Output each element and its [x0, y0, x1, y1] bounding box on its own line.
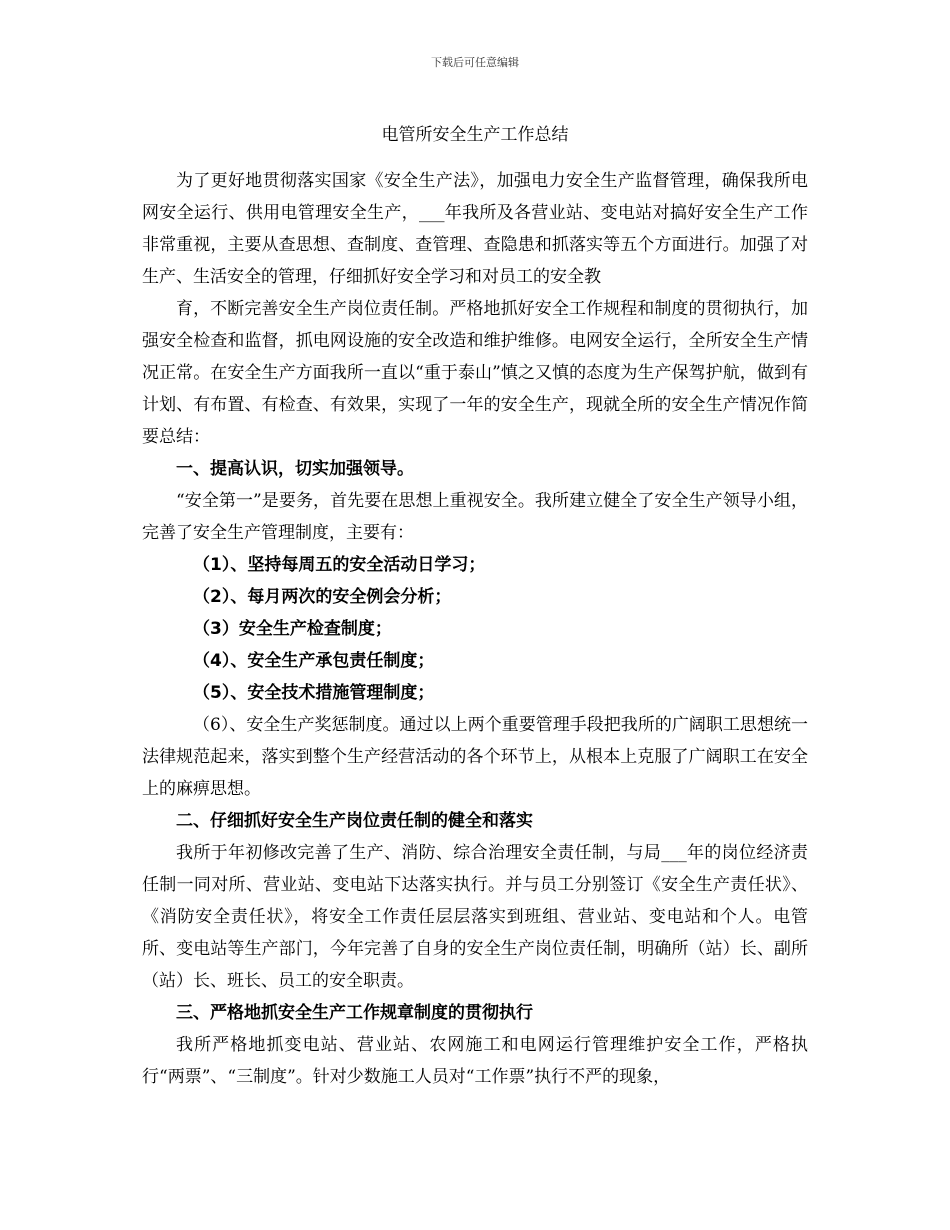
header-note: 下载后可任意编辑 [431, 56, 519, 69]
section-heading-2: 二、仔细抓好安全生产岗位责任制的健全和落实 [176, 811, 533, 831]
list-item-1: （1）、坚持每周五的安全活动日学习； [193, 555, 486, 575]
paragraph-section-2: 我所于年初修改完善了生产、消防、综合治理安全责任制，与局___年的岗位经济责任制一同对所、营业站、变电站下达落实执行。并与员工分别签订《安全生产责任状》、《消防安全责任状》，将安全工作责任层层落实到班组、营业站、变电站和个人。电管所、变电站等生产部门，今年完善了自身的安全生产岗位责任制，明确所（站）长、副所（站）长、班长、员工的安全职责。 [142, 843, 808, 991]
paragraph-section-1: “安全第一”是要务，首先要在思想上重视安全。我所建立健全了安全生产领导小组，完善了安全生产管理制度，主要有： [142, 491, 808, 543]
list-item-2: （2）、每月两次的安全例会分析； [193, 587, 452, 607]
section-heading-3: 三、严格地抓安全生产工作规章制度的贯彻执行 [176, 1003, 533, 1023]
paragraph-section-3: 我所严格地抓变电站、营业站、农网施工和电网运行管理维护安全工作，严格执行“两票”、“三制度”。针对少数施工人员对“工作票”执行不严的现象， [142, 1035, 808, 1087]
section-heading-1: 一、提高认识，切实加强领导。 [176, 459, 414, 479]
paragraph-intro: 为了更好地贯彻落实国家《安全生产法》，加强电力安全生产监督管理，确保我所电网安全运行、供用电管理安全生产，___年我所及各营业站、变电站对搞好安全生产工作非常重视，主要从查思想、查制度、查管理、查隐患和抓落实等五个方面进行。加强了对生产、生活安全的管理，仔细抓好安全学习和对员工的安全教 [142, 171, 808, 287]
list-item-5: （5）、安全技术措施管理制度； [193, 683, 435, 703]
document-title: 电管所安全生产工作总结 [381, 125, 569, 145]
paragraph-intro-continued: 育，不断完善安全生产岗位责任制。严格地抓好安全工作规程和制度的贯彻执行，加强安全检查和监督，抓电网设施的安全改造和维护维修。电网安全运行，全所安全生产情况正常。在安全生产方面我所一直以“重于泰山”慎之又慎的态度为生产保驾护航，做到有计划、有布置、有检查、有效果，实现了一年的安全生产，现就全所的安全生产情况作简要总结： [142, 299, 808, 447]
list-item-6: （6）、安全生产奖惩制度。通过以上两个重要管理手段把我所的广阔职工思想统一法律规范起来，落实到整个生产经营活动的各个环节上，从根本上克服了广阔职工在安全上的麻痹思想。 [142, 715, 808, 799]
document-body [142, 165, 808, 1093]
list-item-3: （3）安全生产检查制度； [193, 619, 392, 639]
list-item-4: （4）、安全生产承包责任制度； [193, 651, 435, 671]
